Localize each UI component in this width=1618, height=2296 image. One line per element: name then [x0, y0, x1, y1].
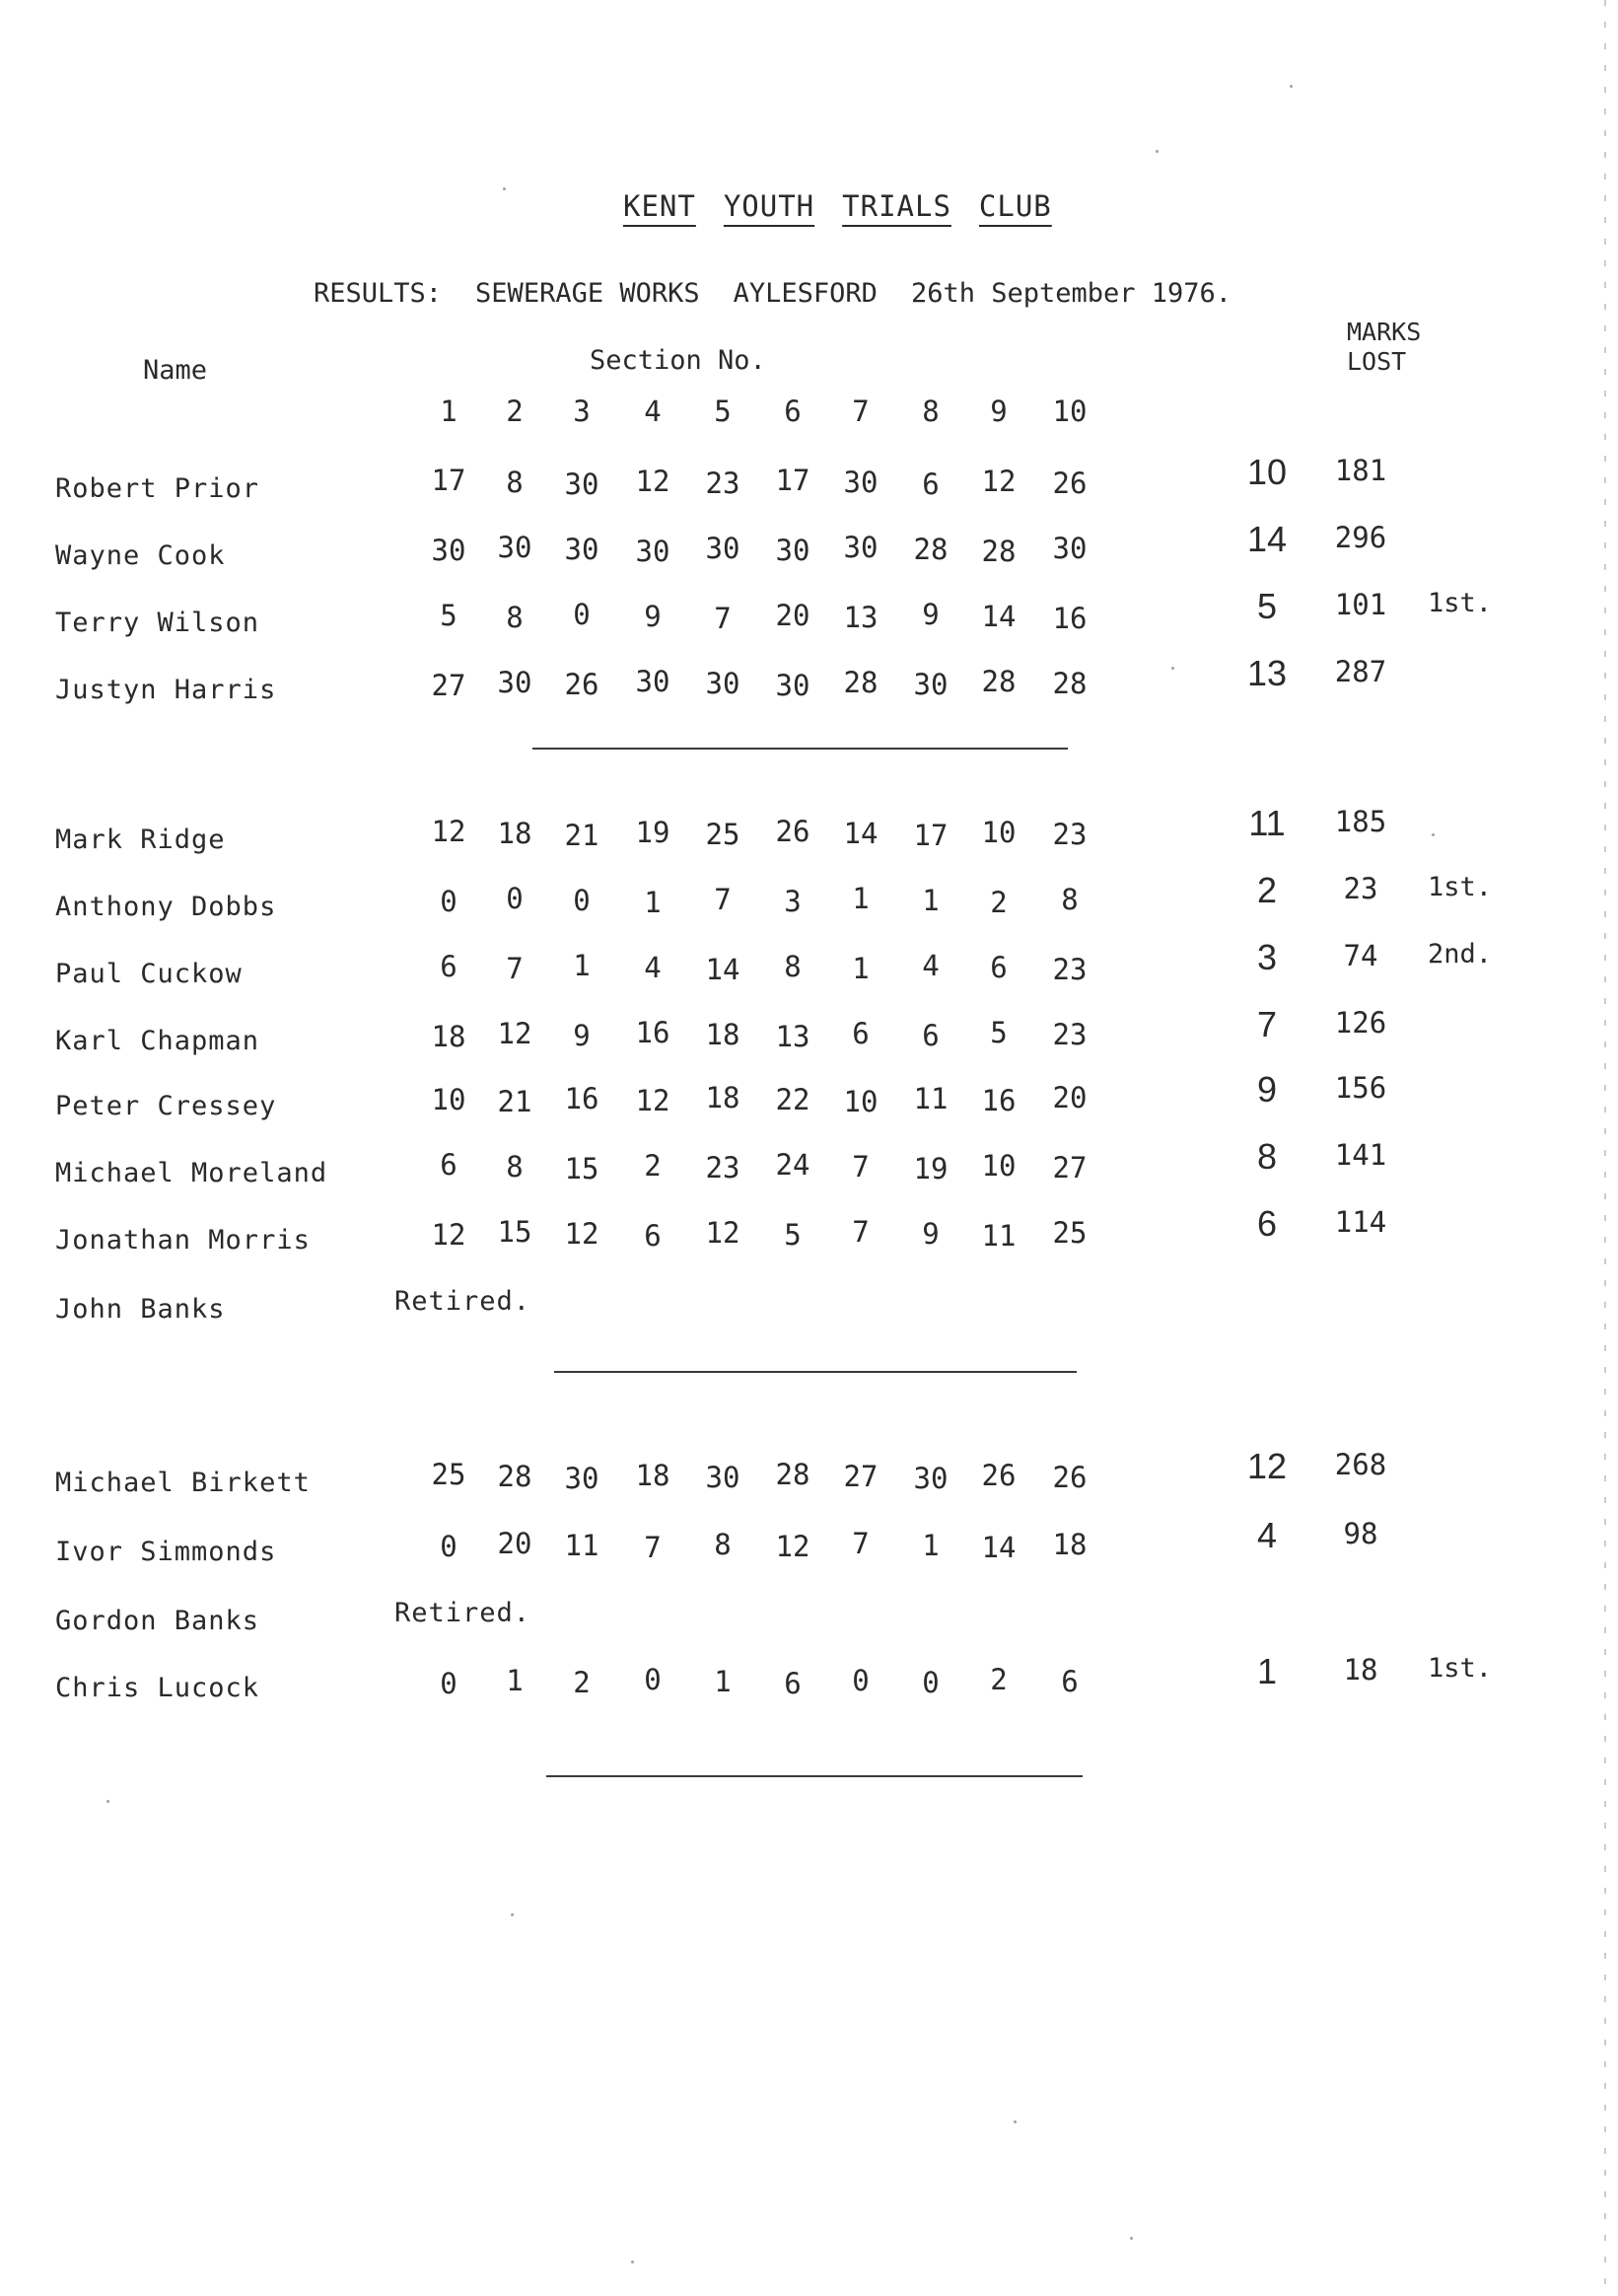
- marks-lost-total: 156: [1334, 1071, 1387, 1105]
- rider-name: Justyn Harris: [55, 675, 277, 705]
- section-score: 30: [564, 533, 599, 566]
- section-score: 18: [705, 1018, 740, 1051]
- name-column-header: Name: [143, 355, 208, 386]
- section-score: 8: [1061, 883, 1079, 916]
- section-score: 16: [564, 1082, 599, 1115]
- title-word: YOUTH: [723, 189, 815, 223]
- section-score: 30: [635, 665, 670, 698]
- group-divider-line: [532, 748, 1068, 750]
- section-score: 7: [852, 1150, 870, 1184]
- section-score: 6: [990, 951, 1008, 984]
- marks-lost-header-line1: MARKS: [1347, 318, 1422, 346]
- section-score: 7: [506, 952, 524, 985]
- subtitle-part: 26th September 1976.: [910, 278, 1232, 309]
- finishing-position: 13: [1247, 653, 1288, 693]
- section-score: 9: [922, 598, 940, 631]
- section-score: 8: [506, 1150, 524, 1184]
- section-score: 23: [1052, 818, 1088, 851]
- event-subtitle: [314, 278, 1231, 309]
- finishing-position: 9: [1256, 1069, 1278, 1110]
- title-word: TRIALS: [842, 189, 951, 223]
- section-score: 30: [431, 534, 466, 567]
- class-placing: 1st.: [1428, 872, 1493, 902]
- section-score: 5: [990, 1016, 1008, 1049]
- section-score: 8: [784, 950, 802, 983]
- section-score: 6: [852, 1017, 870, 1050]
- section-score: 8: [714, 1528, 732, 1561]
- section-score: 1: [714, 1665, 732, 1698]
- speck: [1014, 2120, 1017, 2123]
- marks-lost-total: 114: [1334, 1205, 1387, 1239]
- section-score: 30: [635, 535, 670, 568]
- marks-lost-total: 23: [1343, 872, 1378, 905]
- section-number-header: Section No.: [590, 345, 766, 376]
- rider-name: Paul Cuckow: [55, 959, 243, 989]
- finishing-position: 3: [1256, 937, 1278, 977]
- marks-lost-total: 287: [1334, 655, 1387, 688]
- section-score: 6: [922, 467, 940, 501]
- section-score: 28: [913, 533, 949, 566]
- section-score: 30: [913, 668, 949, 701]
- section-score: 30: [775, 534, 810, 567]
- section-score: 15: [497, 1215, 532, 1249]
- section-score: 30: [705, 532, 740, 565]
- section-score: 0: [922, 1666, 940, 1699]
- section-score: 16: [1052, 602, 1088, 635]
- section-number: 5: [714, 395, 732, 428]
- finishing-position: 7: [1256, 1004, 1278, 1044]
- section-score: 30: [497, 666, 532, 699]
- club-title: [623, 189, 1052, 223]
- section-score: 19: [635, 816, 670, 849]
- section-score: 7: [714, 602, 732, 635]
- section-score: 2: [990, 886, 1008, 919]
- section-score: 20: [497, 1527, 532, 1560]
- section-score: 23: [705, 466, 740, 500]
- section-score: 7: [644, 1531, 662, 1564]
- section-score: 30: [564, 1462, 599, 1495]
- finishing-position: 4: [1256, 1515, 1278, 1555]
- group-divider-line: [554, 1371, 1077, 1373]
- section-score: 12: [981, 465, 1017, 498]
- rider-name: John Banks: [55, 1294, 226, 1325]
- section-score: 6: [784, 1667, 802, 1700]
- rider-name: Jonathan Morris: [55, 1225, 311, 1256]
- section-number: 10: [1052, 395, 1088, 428]
- marks-lost-total: 74: [1343, 939, 1378, 972]
- section-score: 9: [922, 1217, 940, 1251]
- section-score: 27: [431, 669, 466, 702]
- speck: [631, 2260, 634, 2263]
- rider-name: Anthony Dobbs: [55, 892, 277, 922]
- section-score: 20: [775, 599, 810, 632]
- section-number: 3: [573, 395, 591, 428]
- marks-lost-total: 141: [1334, 1138, 1387, 1172]
- section-score: 21: [497, 1085, 532, 1118]
- section-number: 9: [990, 395, 1008, 428]
- rider-name: Michael Birkett: [55, 1468, 311, 1498]
- section-score: 28: [843, 666, 879, 699]
- rider-name: Michael Moreland: [55, 1158, 328, 1188]
- speck: [503, 187, 506, 190]
- section-score: 12: [635, 1084, 670, 1117]
- section-score: 20: [1052, 1081, 1088, 1114]
- section-score: 26: [1052, 466, 1088, 500]
- section-score: 0: [440, 1667, 457, 1700]
- marks-lost-total: 181: [1334, 454, 1387, 487]
- speck: [1130, 2237, 1133, 2240]
- section-score: 15: [564, 1152, 599, 1185]
- finishing-position: 10: [1247, 452, 1288, 492]
- subtitle-part: SEWERAGE WORKS: [475, 278, 700, 309]
- section-score: 12: [431, 1218, 466, 1252]
- section-score: 23: [705, 1151, 740, 1184]
- rider-name: Gordon Banks: [55, 1606, 260, 1636]
- section-score: 25: [705, 818, 740, 851]
- section-score: 18: [431, 1020, 466, 1053]
- section-score: 0: [506, 882, 524, 915]
- section-score: 16: [981, 1084, 1017, 1117]
- section-score: 5: [784, 1218, 802, 1252]
- section-score: 10: [981, 1149, 1017, 1183]
- section-number: 2: [506, 395, 524, 428]
- section-score: 1: [852, 882, 870, 915]
- section-score: 14: [981, 600, 1017, 633]
- class-placing: 1st.: [1428, 1653, 1493, 1684]
- section-score: 6: [644, 1219, 662, 1253]
- section-score: 6: [1061, 1665, 1079, 1698]
- marks-lost-total: 18: [1343, 1653, 1378, 1686]
- section-score: 7: [852, 1527, 870, 1560]
- section-score: 1: [922, 1529, 940, 1562]
- section-score: 12: [497, 1017, 532, 1050]
- rider-name: Peter Cressey: [55, 1091, 277, 1121]
- section-score: 27: [843, 1460, 879, 1493]
- section-score: 2: [990, 1663, 1008, 1696]
- rider-name: Karl Chapman: [55, 1026, 260, 1056]
- section-score: 0: [440, 1530, 457, 1563]
- title-word: KENT: [623, 189, 696, 223]
- section-score: 4: [922, 949, 940, 982]
- section-score: 27: [1052, 1151, 1088, 1184]
- subtitle-part: AYLESFORD: [733, 278, 878, 309]
- section-score: 10: [981, 816, 1017, 849]
- section-score: 0: [644, 1663, 662, 1696]
- finishing-position: 8: [1256, 1136, 1278, 1177]
- marks-lost-total: 296: [1334, 521, 1387, 554]
- section-score: 9: [573, 1019, 591, 1052]
- section-score: 0: [573, 598, 591, 631]
- section-score: 18: [635, 1459, 670, 1492]
- section-score: 22: [775, 1083, 810, 1116]
- section-score: 30: [497, 531, 532, 564]
- speck: [1156, 150, 1159, 153]
- section-score: 6: [440, 1148, 457, 1182]
- finishing-position: 14: [1247, 519, 1288, 559]
- section-number: 7: [852, 395, 870, 428]
- section-score: 3: [784, 885, 802, 918]
- section-score: 25: [431, 1458, 466, 1491]
- finishing-position: 6: [1256, 1203, 1278, 1244]
- section-score: 26: [564, 668, 599, 701]
- section-score: 26: [981, 1459, 1017, 1492]
- speck: [106, 1800, 109, 1803]
- section-score: 0: [573, 884, 591, 917]
- section-score: 0: [440, 885, 457, 918]
- section-score: 10: [843, 1085, 879, 1118]
- section-score: 9: [644, 600, 662, 633]
- section-score: 23: [1052, 1018, 1088, 1051]
- section-score: 30: [843, 466, 879, 499]
- class-placing: 1st.: [1428, 588, 1493, 618]
- finishing-position: 12: [1247, 1446, 1288, 1486]
- section-score: 1: [506, 1664, 524, 1697]
- section-number: 1: [440, 395, 457, 428]
- speck: [511, 1913, 514, 1916]
- section-score: 13: [775, 1020, 810, 1053]
- section-score: 10: [431, 1083, 466, 1116]
- section-score: 30: [913, 1462, 949, 1495]
- section-score: 30: [1052, 532, 1088, 565]
- section-score: 12: [775, 1530, 810, 1563]
- section-score: 1: [922, 884, 940, 917]
- section-score: 30: [564, 467, 599, 501]
- section-score: 26: [1052, 1461, 1088, 1494]
- section-score: 21: [564, 819, 599, 852]
- section-score: 11: [913, 1082, 949, 1115]
- section-score: 16: [635, 1016, 670, 1049]
- section-number: 4: [644, 395, 662, 428]
- marks-lost-total: 101: [1334, 588, 1387, 621]
- section-score: 28: [1052, 667, 1088, 700]
- marks-lost-total: 185: [1334, 805, 1387, 838]
- section-score: 30: [705, 667, 740, 700]
- finishing-position: 11: [1248, 803, 1286, 843]
- rider-name: Terry Wilson: [55, 608, 260, 638]
- rider-name: Ivor Simmonds: [55, 1537, 277, 1567]
- section-number: 6: [784, 395, 802, 428]
- section-score: 17: [431, 464, 466, 497]
- rider-name: Mark Ridge: [55, 825, 226, 855]
- section-score: 30: [705, 1461, 740, 1494]
- rider-name: Robert Prior: [55, 473, 260, 504]
- section-score: 12: [635, 465, 670, 498]
- section-score: 12: [705, 1216, 740, 1250]
- section-score: 2: [573, 1666, 591, 1699]
- section-score: 14: [705, 953, 740, 986]
- section-score: 1: [852, 952, 870, 985]
- section-score: 17: [913, 819, 949, 852]
- finishing-position: 5: [1256, 586, 1278, 626]
- section-score: 30: [775, 669, 810, 702]
- rider-name: Wayne Cook: [55, 540, 226, 571]
- group-divider-line: [546, 1775, 1083, 1777]
- section-score: 11: [981, 1219, 1017, 1253]
- section-score: 18: [705, 1081, 740, 1114]
- retired-note: Retired.: [394, 1598, 531, 1628]
- section-score: 8: [506, 601, 524, 634]
- section-score: 1: [573, 949, 591, 982]
- section-score: 13: [843, 601, 879, 634]
- marks-lost-header: [1347, 318, 1421, 377]
- section-score: 2: [644, 1149, 662, 1183]
- section-score: 23: [1052, 953, 1088, 986]
- rider-name: Chris Lucock: [55, 1673, 260, 1703]
- marks-lost-total: 126: [1334, 1006, 1387, 1040]
- section-score: 12: [431, 815, 466, 848]
- section-score: 8: [506, 466, 524, 499]
- section-score: 25: [1052, 1216, 1088, 1250]
- section-score: 14: [981, 1531, 1017, 1564]
- section-score: 28: [981, 535, 1017, 568]
- section-score: 6: [440, 950, 457, 983]
- section-score: 30: [843, 531, 879, 564]
- title-word: CLUB: [978, 189, 1052, 223]
- marks-lost-total: 268: [1334, 1448, 1387, 1481]
- finishing-position: 2: [1256, 870, 1278, 910]
- section-score: 26: [775, 815, 810, 848]
- section-score: 19: [913, 1152, 949, 1185]
- speck: [1171, 667, 1174, 670]
- subtitle-part: RESULTS:: [314, 278, 443, 309]
- retired-note: Retired.: [394, 1286, 531, 1317]
- marks-lost-header-line2: LOST: [1347, 347, 1407, 376]
- section-score: 6: [922, 1019, 940, 1052]
- section-score: 24: [775, 1148, 810, 1182]
- section-score: 5: [440, 599, 457, 632]
- speck: [1432, 833, 1435, 836]
- section-score: 18: [497, 817, 532, 850]
- section-score: 14: [843, 817, 879, 850]
- finishing-position: 1: [1256, 1651, 1278, 1691]
- section-score: 0: [852, 1664, 870, 1697]
- section-number: 8: [922, 395, 940, 428]
- section-score: 28: [775, 1458, 810, 1491]
- section-score: 11: [564, 1529, 599, 1562]
- section-score: 28: [497, 1460, 532, 1493]
- marks-lost-total: 98: [1343, 1517, 1378, 1550]
- section-score: 18: [1052, 1528, 1088, 1561]
- page-edge-perforation: [1604, 0, 1606, 2296]
- section-score: 28: [981, 665, 1017, 698]
- section-score: 7: [714, 883, 732, 916]
- speck: [1290, 85, 1293, 88]
- section-score: 17: [775, 464, 810, 497]
- section-score: 7: [852, 1215, 870, 1249]
- class-placing: 2nd.: [1428, 939, 1493, 969]
- section-score: 4: [644, 951, 662, 984]
- section-score: 12: [564, 1217, 599, 1251]
- section-score: 1: [644, 886, 662, 919]
